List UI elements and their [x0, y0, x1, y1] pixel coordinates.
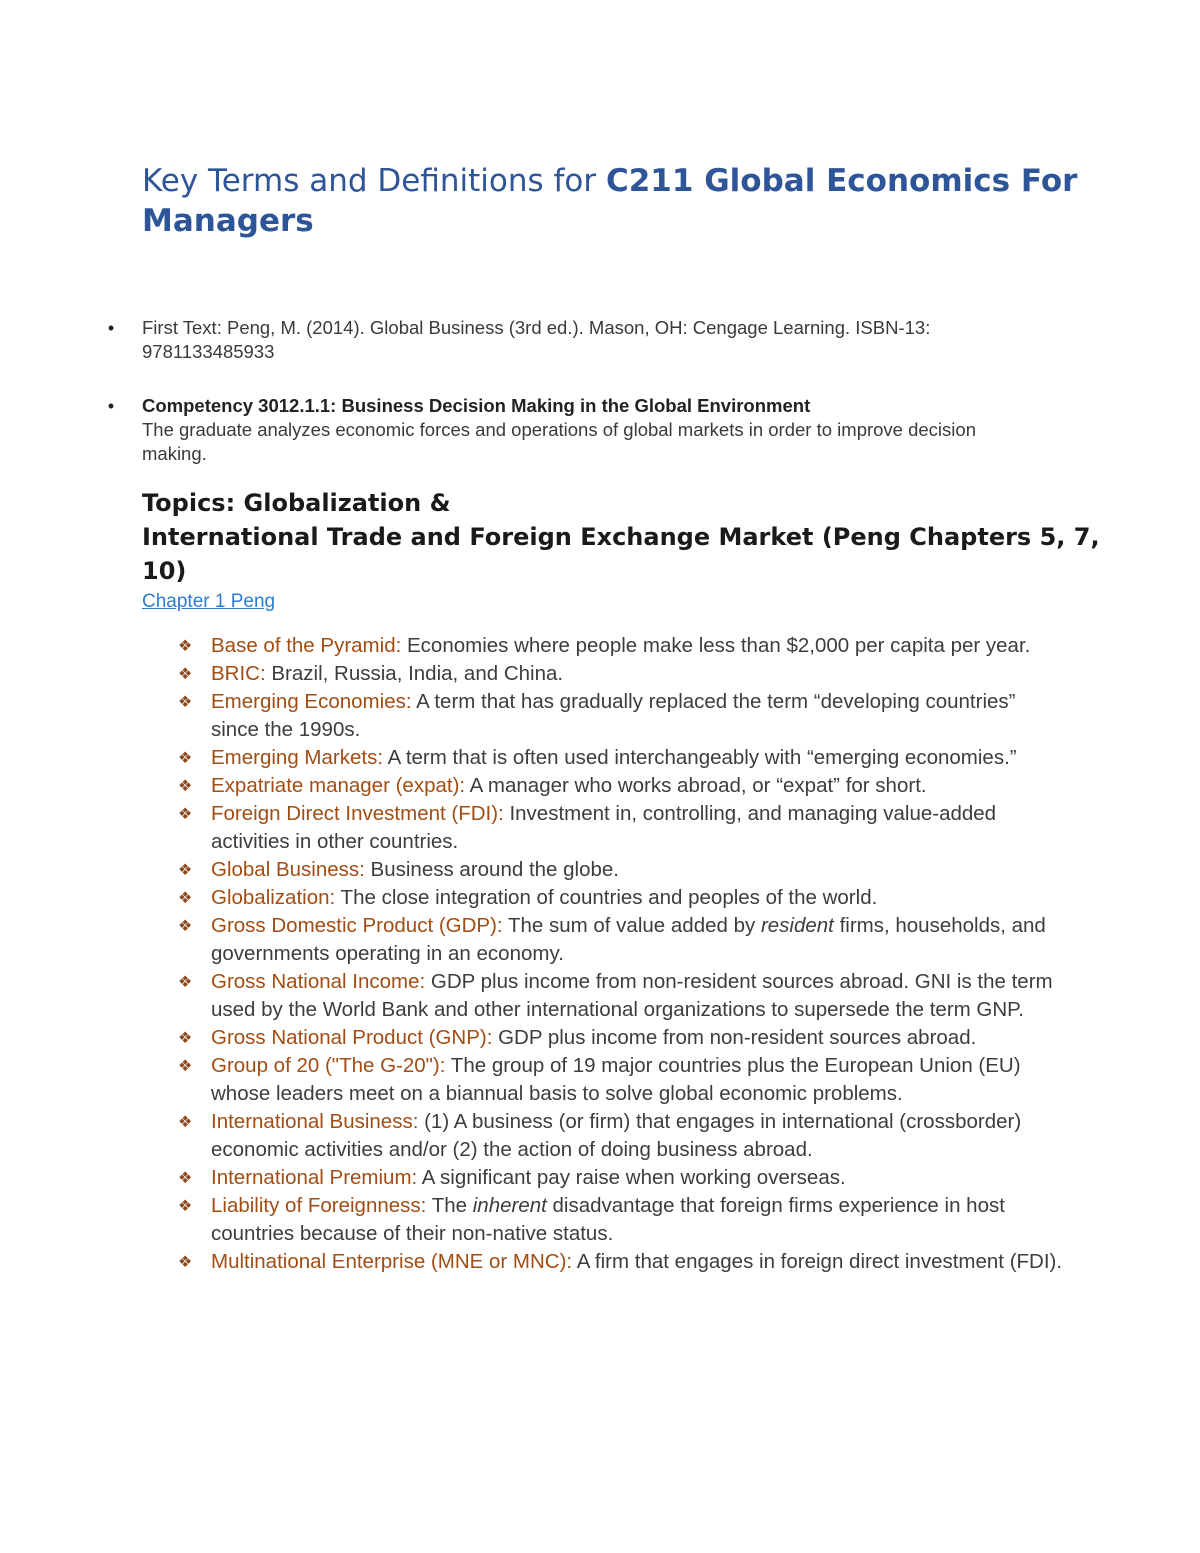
term-item	[0, 1248, 1066, 1276]
term-name: Gross National Income:	[211, 970, 426, 993]
textbook-citation: First Text: Peng, M. (2014). Global Business (3rd ed.). Mason, OH: Cengage Learning. ISBN-13: 9781133485933	[142, 317, 931, 362]
term-item	[0, 660, 1066, 688]
term-name: International Business:	[211, 1110, 419, 1133]
term-definition: Investment in, controlling, and managing value-added activities in other countries.	[211, 802, 997, 853]
term-definition: A firm that engages in foreign direct investment (FDI).	[572, 1250, 1063, 1273]
definition-emphasis: inherent	[472, 1194, 547, 1217]
term-item	[0, 772, 1066, 800]
definition-part: The sum of value added by	[502, 914, 761, 937]
term-item	[0, 856, 1066, 884]
term-item	[0, 632, 1066, 660]
diamond-bullet-icon: ❖	[178, 694, 193, 711]
term-definition: (1) A business (or firm) that engages in international (crossborder) economic activities and/or (2) the action of doing business abroad.	[211, 1110, 1022, 1161]
diamond-bullet-icon: ❖	[178, 890, 193, 907]
diamond-bullet-icon: ❖	[178, 666, 193, 683]
bullet-dot-icon: •	[107, 396, 115, 416]
term-definition: The group of 19 major countries plus the European Union (EU) whose leaders meet on a biannual basis to solve global economic problems.	[211, 1054, 1021, 1105]
term-item	[0, 1192, 1066, 1248]
term-name: Expatriate manager (expat):	[211, 774, 466, 797]
term-name: BRIC:	[211, 662, 266, 685]
term-definition: The close integration of countries and peoples of the world.	[335, 886, 878, 909]
diamond-bullet-icon: ❖	[178, 1198, 193, 1215]
diamond-bullet-icon: ❖	[178, 974, 193, 991]
diamond-bullet-icon: ❖	[178, 918, 193, 935]
diamond-bullet-icon: ❖	[178, 1030, 193, 1047]
topics-heading	[142, 486, 1102, 588]
term-name: Group of 20 ("The G-20"):	[211, 1054, 446, 1077]
term-definition: Business around the globe.	[364, 858, 619, 881]
term-name: International Premium:	[211, 1166, 418, 1189]
definition-part: disadvantage that foreign firms experience in host countries because of their non-native status.	[211, 1194, 1005, 1245]
term-item	[0, 1024, 1066, 1052]
term-name: Global Business:	[211, 858, 365, 881]
term-definition: GDP plus income from non-resident sources abroad. GNI is the term used by the World Bank and other international organizations to supersede the term GNP.	[211, 970, 1053, 1021]
title-course: C211 Global Economics For Managers	[142, 163, 1078, 239]
diamond-bullet-icon: ❖	[178, 750, 193, 767]
diamond-bullet-icon: ❖	[178, 1058, 193, 1075]
topics-line-2: International Trade and Foreign Exchange Market (Peng Chapters 5, 7, 10)	[142, 523, 1100, 585]
intro-bullet-competency	[0, 394, 1042, 466]
definition-part: firms, households, and governments operating in an economy.	[211, 914, 1046, 965]
intro-bullet-textbook	[0, 316, 1042, 394]
term-item	[0, 912, 1066, 968]
term-name: Emerging Economies:	[211, 690, 412, 713]
diamond-bullet-icon: ❖	[178, 806, 193, 823]
term-definition: Brazil, Russia, India, and China.	[265, 662, 564, 685]
diamond-bullet-icon: ❖	[178, 778, 193, 795]
diamond-bullet-icon: ❖	[178, 862, 193, 879]
diamond-bullet-icon: ❖	[178, 1254, 193, 1271]
term-definition: A term that has gradually replaced the term “developing countries” since the 1990s.	[211, 690, 1016, 741]
term-definition: A term that is often used interchangeably with “emerging economies.”	[383, 746, 1017, 769]
bullet-dot-icon: •	[107, 318, 115, 338]
term-item	[0, 688, 1066, 744]
term-name: Gross Domestic Product (GDP):	[211, 914, 503, 937]
term-item	[0, 968, 1066, 1024]
competency-title: Competency 3012.1.1: Business Decision Making in the Global Environment	[142, 395, 811, 416]
term-item	[0, 800, 1066, 856]
term-item	[0, 744, 1066, 772]
diamond-bullet-icon: ❖	[178, 1170, 193, 1187]
diamond-bullet-icon: ❖	[178, 638, 193, 655]
term-name: Foreign Direct Investment (FDI):	[211, 802, 504, 825]
term-item	[0, 1052, 1066, 1108]
terms-list	[0, 632, 1200, 1276]
term-name: Globalization:	[211, 886, 336, 909]
definition-emphasis: resident	[760, 914, 834, 937]
title-prefix: Key Terms and Definitions for	[142, 163, 606, 199]
document-title	[142, 161, 1122, 241]
term-name: Liability of Foreignness:	[211, 1194, 427, 1217]
term-definition: GDP plus income from non-resident sources abroad.	[492, 1026, 977, 1049]
term-name: Base of the Pyramid:	[211, 634, 402, 657]
term-item	[0, 1108, 1066, 1164]
competency-description: The graduate analyzes economic forces and operations of global markets in order to improve decision making.	[142, 419, 976, 464]
definition-part: The	[426, 1194, 473, 1217]
term-definition: Economies where people make less than $2,000 per capita per year.	[401, 634, 1031, 657]
topics-line-1: Topics: Globalization &	[142, 489, 451, 517]
term-name: Emerging Markets:	[211, 746, 384, 769]
diamond-bullet-icon: ❖	[178, 1114, 193, 1131]
term-definition: A manager who works abroad, or “expat” for short.	[465, 774, 927, 797]
term-item	[0, 1164, 1066, 1192]
term-name: Multinational Enterprise (MNE or MNC):	[211, 1250, 573, 1273]
intro-bullet-list	[0, 316, 1200, 466]
chapter-1-link[interactable]: Chapter 1 Peng	[142, 591, 276, 612]
term-definition: A significant pay raise when working overseas.	[417, 1166, 846, 1189]
term-name: Gross National Product (GNP):	[211, 1026, 493, 1049]
term-item	[0, 884, 1066, 912]
